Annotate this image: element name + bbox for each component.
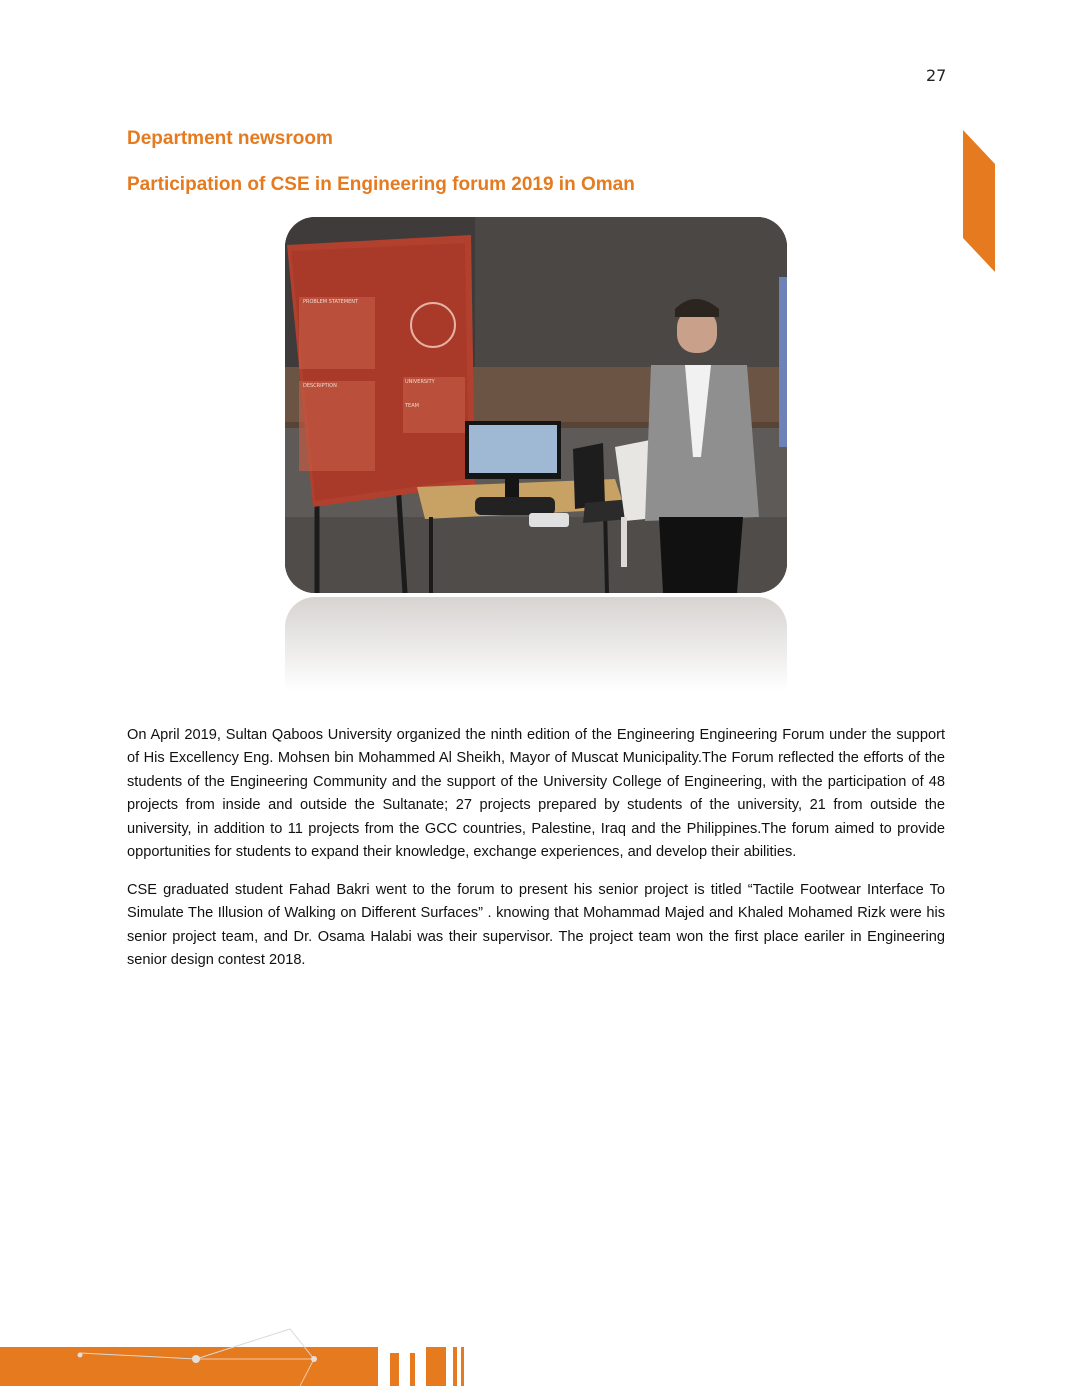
article-paragraph: On April 2019, Sultan Qaboos University organized the ninth edition of the Engineering Engineering Forum under the support of His Excellency Eng. Mohsen bin Mohammed Al Sheikh, Mayor of Muscat Municipality.The Forum reflected the efforts of the students of the Engineering Community and the support of the University College of Engineering, with the participation of 48 projects from inside and outside the Sultanate; 27 projects prepared by students of the university, 21 from outside the university, in addition to 11 projects from the GCC countries, Palestine, Iraq and the Philippines.The forum aimed to provide opportunities for students to expand their knowledge, exchange experiences, and develop their abilities. xyxy=(127,727,945,861)
article-paragraph: CSE graduated student Fahad Bakri went to the forum to present his senior project is titled “Tactile Footwear Interface To Simulate The Illusion of Walking on Different Surfaces” . knowing that Mohammad Majed and Khaled Mohamed Rizk were his senior project team, and Dr. Osama Halabi was their supervisor. The project team won the first place eariler in Engineering senior design contest 2018. xyxy=(127,882,945,969)
poster-heading: UNIVERSITY xyxy=(405,379,435,385)
event-photo-illustration xyxy=(285,217,787,593)
footer-decoration xyxy=(0,1325,470,1386)
poster-heading: PROBLEM STATEMENT xyxy=(303,299,359,305)
photo-reflection xyxy=(285,597,787,697)
poster-heading: DESCRIPTION xyxy=(303,383,337,389)
section-title: Department newsroom xyxy=(127,128,333,149)
event-photo xyxy=(285,217,787,593)
side-tab-decoration xyxy=(963,130,995,272)
poster-heading: TEAM xyxy=(405,403,419,409)
article-title: Participation of CSE in Engineering forum 2019 in Oman xyxy=(127,174,635,195)
page-number: 27 xyxy=(926,66,947,85)
